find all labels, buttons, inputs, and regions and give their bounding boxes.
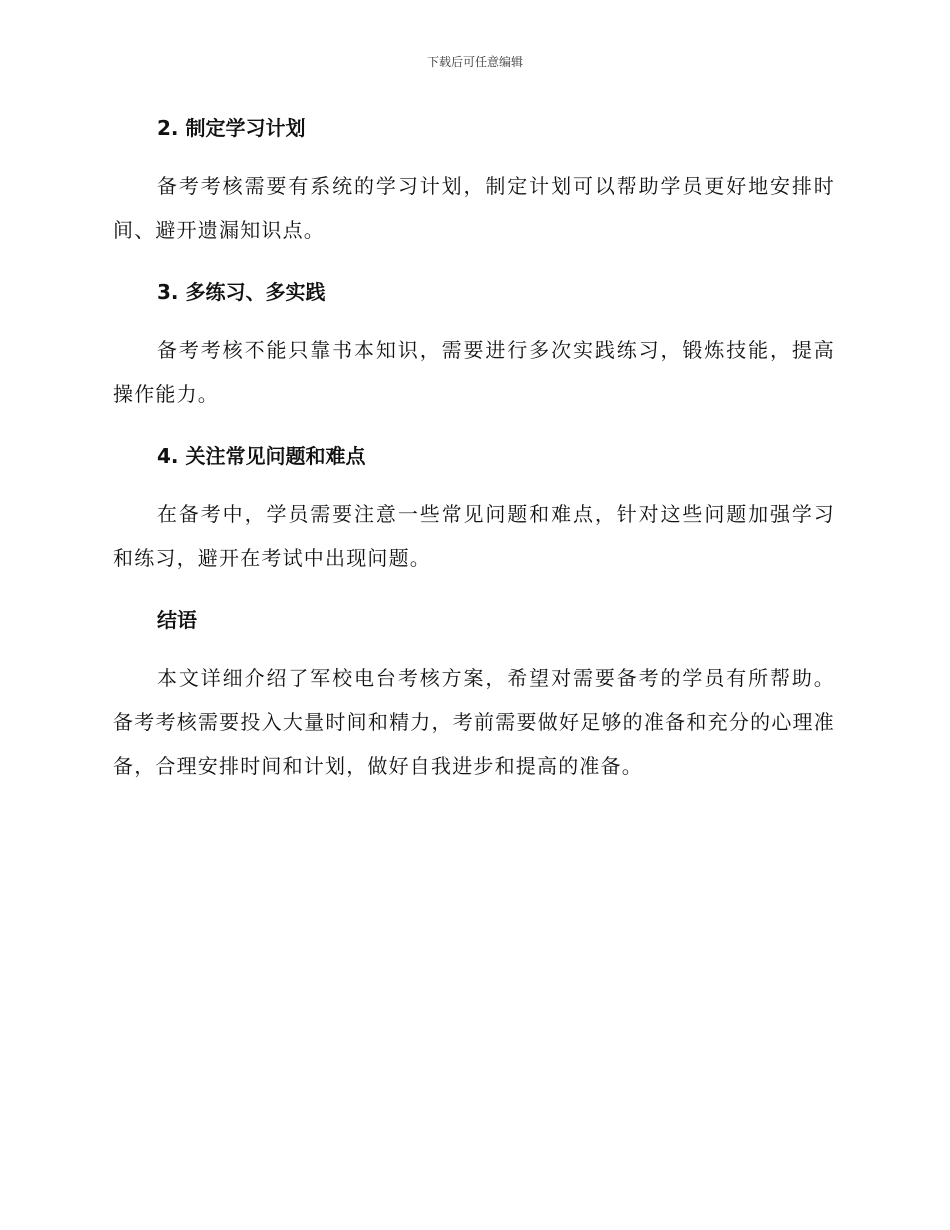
section-heading: 结语 xyxy=(157,608,197,632)
section-paragraph: 备考考核需要有系统的学习计划，制定计划可以帮助学员更好地安排时间、避开遗漏知识点。 xyxy=(113,174,835,242)
page-header: 下载后可任意编辑 xyxy=(426,55,523,69)
section-heading: 2. 制定学习计划 xyxy=(157,116,306,140)
section-practice xyxy=(113,276,835,416)
section-heading: 3. 多练习、多实践 xyxy=(157,280,326,304)
section-study-plan xyxy=(113,112,835,252)
section-paragraph: 本文详细介绍了军校电台考核方案，希望对需要备考的学员有所帮助。备考考核需要投入大量时间和精力，考前需要做好足够的准备和充分的心理准备，合理安排时间和计划，做好自我进步和提高的准备。 xyxy=(113,666,835,778)
section-heading: 4. 关注常见问题和难点 xyxy=(157,444,366,468)
section-paragraph: 在备考中，学员需要注意一些常见问题和难点，针对这些问题加强学习和练习，避开在考试中出现问题。 xyxy=(113,502,835,570)
section-common-problems xyxy=(113,440,835,580)
section-conclusion xyxy=(113,604,835,788)
section-paragraph: 备考考核不能只靠书本知识，需要进行多次实践练习，锻炼技能，提高操作能力。 xyxy=(113,338,835,406)
document-body xyxy=(113,112,835,812)
